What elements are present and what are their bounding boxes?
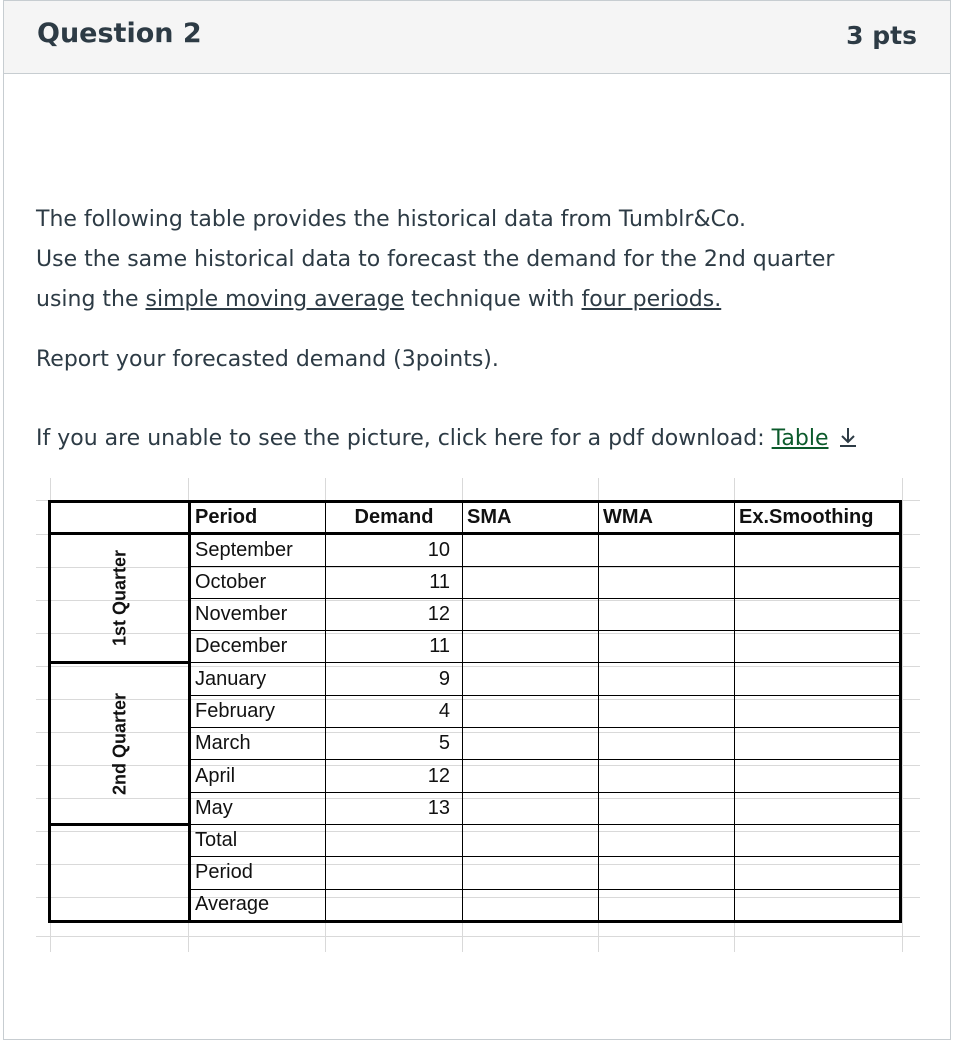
sma-cell — [463, 760, 599, 792]
demand-cell: 12 — [326, 760, 463, 792]
exs-cell — [735, 695, 901, 727]
demand-cell: 4 — [326, 695, 463, 727]
exs-cell — [735, 824, 901, 856]
quarter-1-cell — [50, 534, 190, 663]
sma-cell — [463, 566, 599, 598]
header-sma: SMA — [463, 502, 599, 534]
exs-cell — [735, 760, 901, 792]
exs-cell — [735, 792, 901, 824]
header-period: Period — [190, 502, 326, 534]
period-cell: March — [190, 728, 326, 760]
wma-cell — [599, 695, 735, 727]
question-title: Question 2 — [37, 18, 202, 49]
line-3-prefix: using the — [36, 287, 146, 312]
sma-cell — [463, 889, 599, 921]
wma-cell — [599, 728, 735, 760]
exs-cell — [735, 566, 901, 598]
exs-cell — [735, 889, 901, 921]
demand-cell — [326, 857, 463, 889]
wma-cell — [599, 857, 735, 889]
wma-cell — [599, 889, 735, 921]
wma-cell — [599, 824, 735, 856]
table-download-link[interactable]: Table — [771, 426, 829, 451]
demand-cell: 12 — [326, 598, 463, 630]
demand-cell — [326, 889, 463, 921]
sma-cell — [463, 534, 599, 566]
demand-cell: 13 — [326, 792, 463, 824]
table-row — [50, 534, 901, 566]
period-cell: October — [190, 566, 326, 598]
table-header-row — [50, 502, 901, 534]
header-demand: Demand — [326, 502, 463, 534]
exs-cell — [735, 663, 901, 695]
download-prefix: If you are unable to see the picture, click here for a pdf download: — [36, 426, 772, 451]
period-cell: September — [190, 534, 326, 566]
wma-cell — [599, 663, 735, 695]
wma-cell — [599, 631, 735, 663]
period-cell: Total — [190, 824, 326, 856]
sma-cell — [463, 857, 599, 889]
question-points: 3 pts — [846, 21, 917, 50]
demand-cell: 11 — [326, 631, 463, 663]
period-cell: December — [190, 631, 326, 663]
period-cell: January — [190, 663, 326, 695]
sma-cell — [463, 695, 599, 727]
demand-table — [48, 500, 902, 923]
period-cell: May — [190, 792, 326, 824]
report-instruction: Report your forecasted demand (3points). — [36, 347, 499, 372]
download-arrow-icon[interactable] — [837, 422, 859, 444]
exs-cell — [735, 857, 901, 889]
quarter-2-cell — [50, 663, 190, 824]
question-text-line-2: Use the same historical data to forecast the demand for the 2nd quarter — [36, 247, 835, 272]
wma-cell — [599, 760, 735, 792]
demand-cell: 11 — [326, 566, 463, 598]
exs-cell — [735, 598, 901, 630]
period-cell: Period — [190, 857, 326, 889]
header-wma: WMA — [599, 502, 735, 534]
sma-emphasis: simple moving average — [145, 287, 405, 312]
wma-cell — [599, 534, 735, 566]
sma-cell — [463, 792, 599, 824]
wma-cell — [599, 792, 735, 824]
download-line — [36, 419, 859, 459]
sma-cell — [463, 663, 599, 695]
line-3-mid: technique with — [404, 287, 582, 312]
wma-cell — [599, 598, 735, 630]
corner-cell — [50, 502, 190, 534]
header-ex-smoothing: Ex.Smoothing — [735, 502, 901, 534]
summary-blank-cell — [50, 824, 190, 921]
demand-cell — [326, 824, 463, 856]
exs-cell — [735, 728, 901, 760]
sma-cell — [463, 824, 599, 856]
periods-emphasis: four periods. — [581, 287, 722, 312]
question-text-line-3 — [36, 280, 721, 320]
sma-cell — [463, 728, 599, 760]
period-cell: Average — [190, 889, 326, 921]
question-header — [4, 1, 950, 74]
period-cell: February — [190, 695, 326, 727]
period-cell: November — [190, 598, 326, 630]
demand-cell: 10 — [326, 534, 463, 566]
period-cell: April — [190, 760, 326, 792]
quarter-2-label: 2nd Quarter — [109, 692, 129, 795]
sma-cell — [463, 631, 599, 663]
wma-cell — [599, 566, 735, 598]
exs-cell — [735, 534, 901, 566]
question-text-line-1: The following table provides the historical data from Tumblr&Co. — [36, 207, 747, 232]
sma-cell — [463, 598, 599, 630]
exs-cell — [735, 631, 901, 663]
demand-cell: 9 — [326, 663, 463, 695]
demand-cell: 5 — [326, 728, 463, 760]
quarter-1-label: 1st Quarter — [109, 550, 129, 647]
table-row — [50, 663, 901, 695]
table-row — [50, 824, 901, 856]
